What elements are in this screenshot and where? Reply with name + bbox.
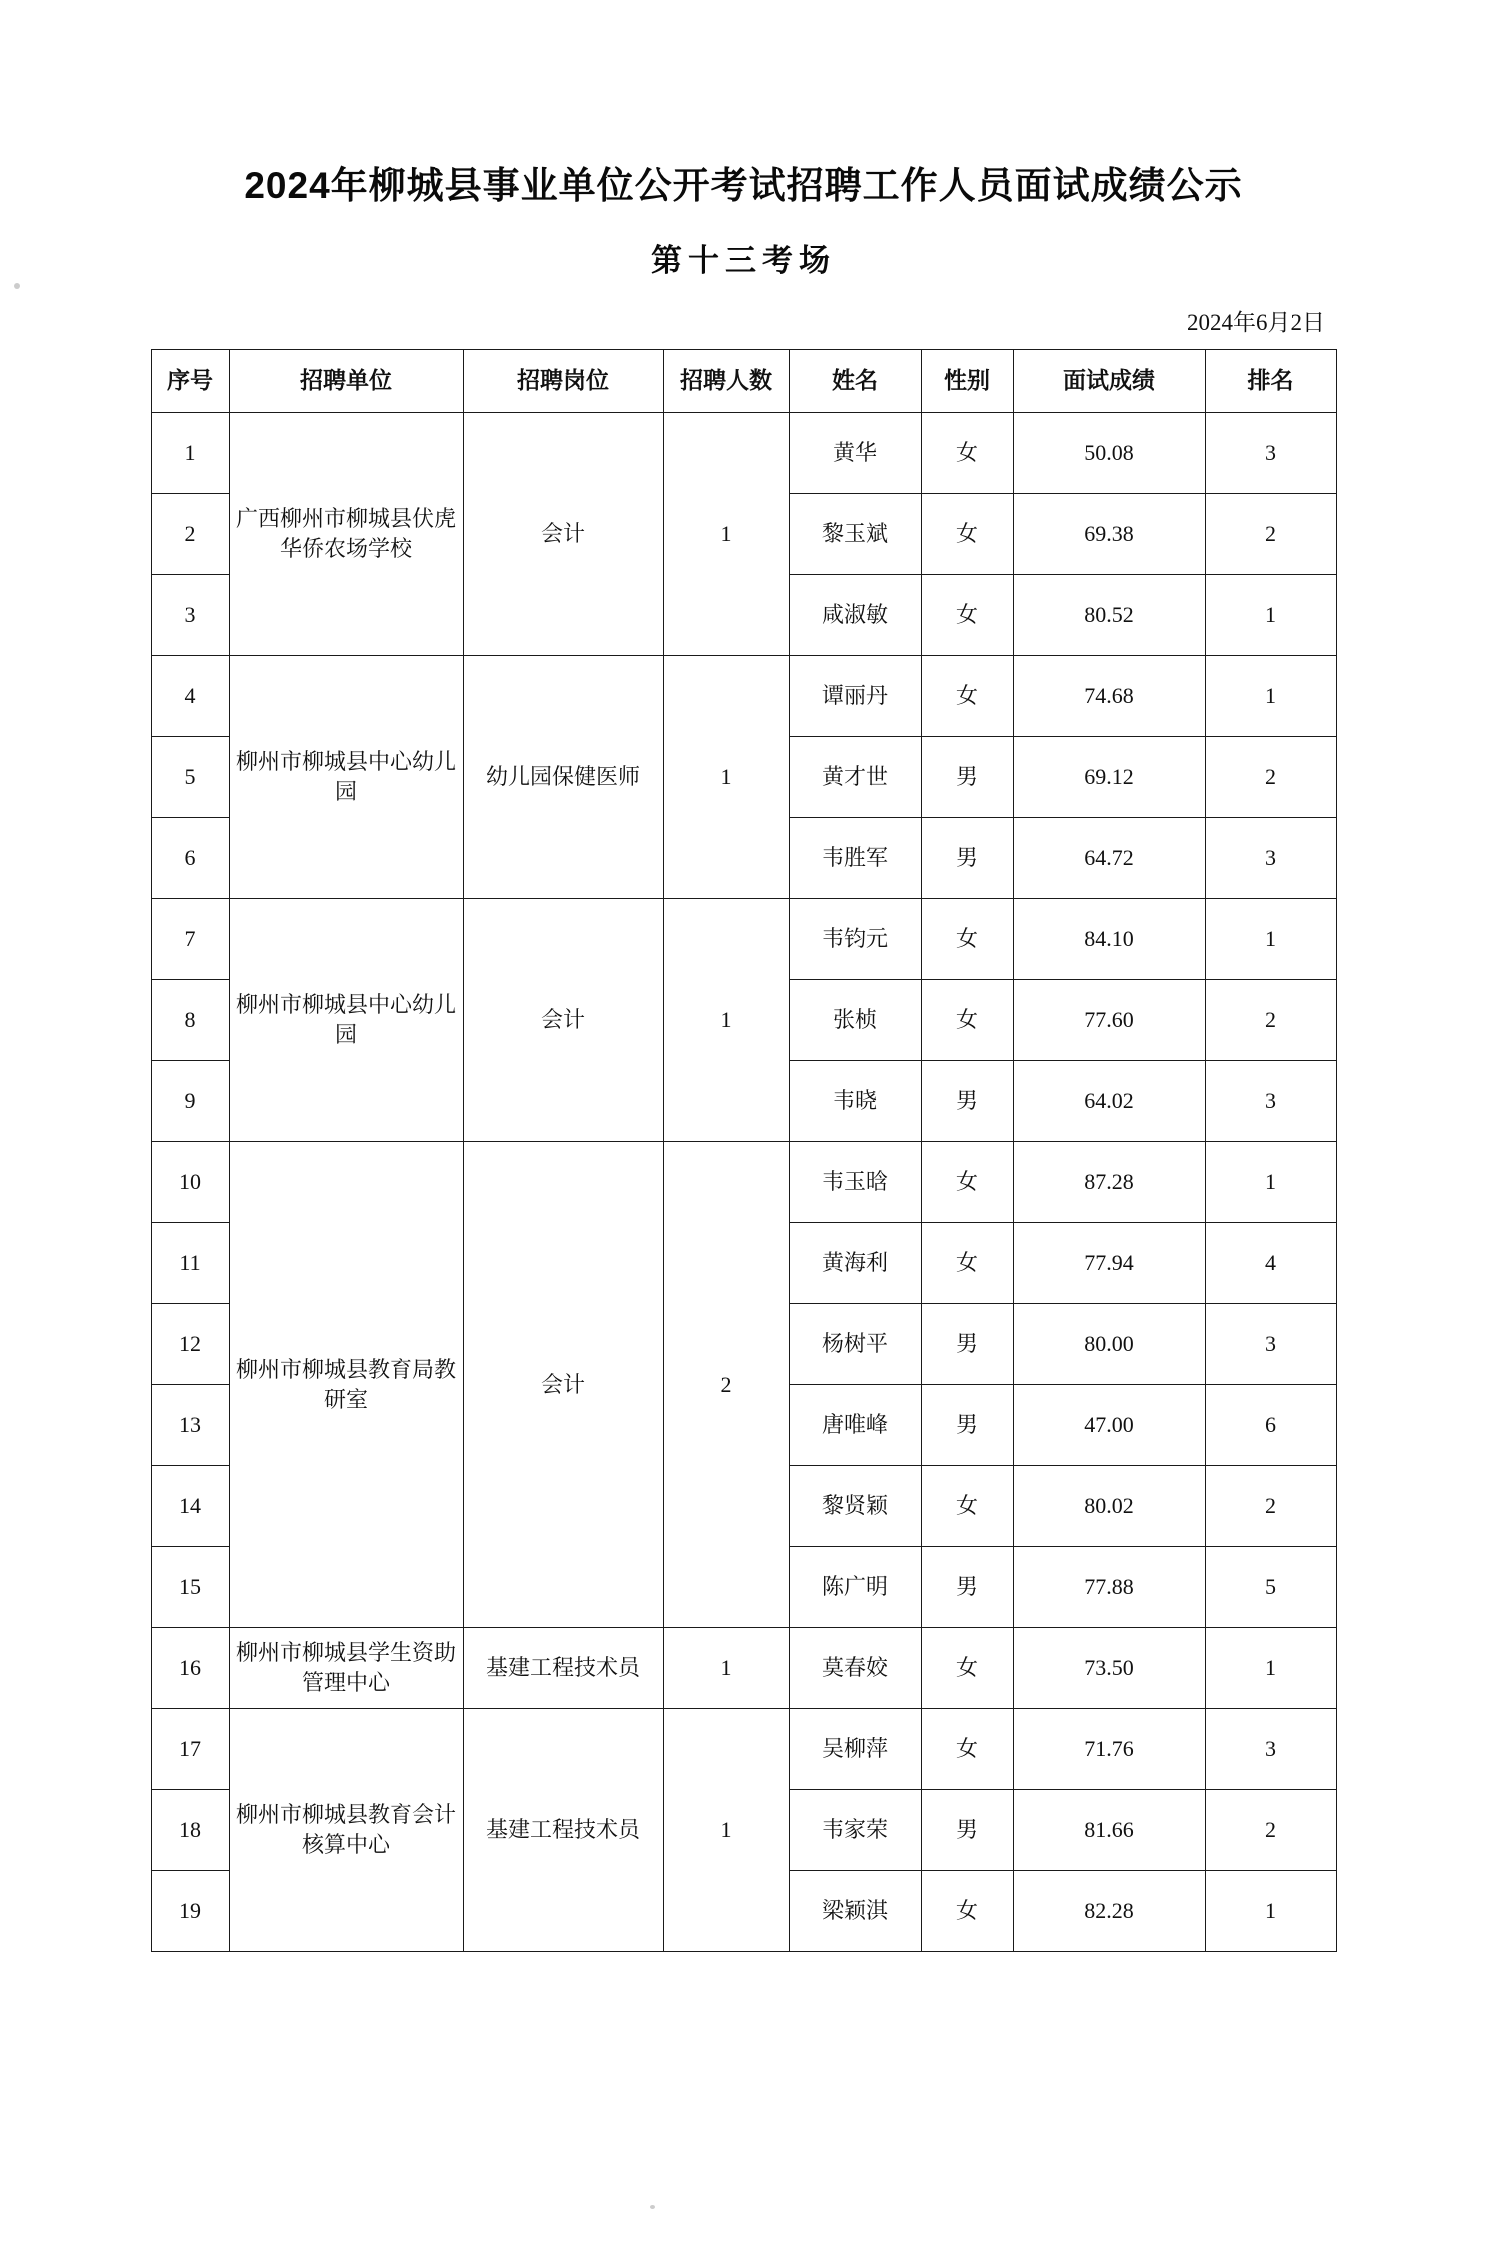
cell-rank: 5 [1205, 1547, 1336, 1628]
cell-name: 陈广明 [789, 1547, 921, 1628]
cell-sex: 男 [921, 818, 1013, 899]
cell-index: 4 [151, 656, 229, 737]
cell-name: 谭丽丹 [789, 656, 921, 737]
cell-rank: 3 [1205, 1061, 1336, 1142]
cell-name: 黄海利 [789, 1223, 921, 1304]
table-row [151, 413, 1336, 494]
cell-count: 2 [663, 1142, 789, 1628]
cell-rank: 4 [1205, 1223, 1336, 1304]
cell-index: 6 [151, 818, 229, 899]
cell-post: 基建工程技术员 [463, 1628, 663, 1709]
cell-score: 77.88 [1013, 1547, 1205, 1628]
cell-score: 80.02 [1013, 1466, 1205, 1547]
cell-rank: 1 [1205, 899, 1336, 980]
document-date: 2024年6月2日 [1187, 310, 1325, 335]
cell-index: 8 [151, 980, 229, 1061]
cell-rank: 2 [1205, 980, 1336, 1061]
cell-score: 74.68 [1013, 656, 1205, 737]
cell-score: 64.72 [1013, 818, 1205, 899]
cell-name: 吴柳萍 [789, 1709, 921, 1790]
cell-rank: 3 [1205, 1304, 1336, 1385]
cell-name: 梁颖淇 [789, 1871, 921, 1952]
cell-score: 77.94 [1013, 1223, 1205, 1304]
cell-score: 77.60 [1013, 980, 1205, 1061]
cell-rank: 6 [1205, 1385, 1336, 1466]
cell-name: 韦晓 [789, 1061, 921, 1142]
cell-score: 82.28 [1013, 1871, 1205, 1952]
cell-index: 7 [151, 899, 229, 980]
cell-count: 1 [663, 899, 789, 1142]
cell-sex: 女 [921, 494, 1013, 575]
cell-count: 1 [663, 656, 789, 899]
cell-index: 17 [151, 1709, 229, 1790]
cell-index: 15 [151, 1547, 229, 1628]
cell-index: 9 [151, 1061, 229, 1142]
cell-sex: 男 [921, 1061, 1013, 1142]
cell-rank: 3 [1205, 818, 1336, 899]
cell-unit: 柳州市柳城县教育会计核算中心 [229, 1709, 463, 1952]
cell-name: 张桢 [789, 980, 921, 1061]
cell-index: 16 [151, 1628, 229, 1709]
cell-count: 1 [663, 413, 789, 656]
cell-name: 杨树平 [789, 1304, 921, 1385]
cell-name: 韦钧元 [789, 899, 921, 980]
cell-name: 黄华 [789, 413, 921, 494]
cell-index: 11 [151, 1223, 229, 1304]
cell-score: 64.02 [1013, 1061, 1205, 1142]
cell-rank: 1 [1205, 1142, 1336, 1223]
cell-rank: 3 [1205, 1709, 1336, 1790]
cell-index: 19 [151, 1871, 229, 1952]
column-header-rank: 排名 [1205, 350, 1336, 413]
cell-sex: 女 [921, 980, 1013, 1061]
cell-count: 1 [663, 1709, 789, 1952]
cell-index: 1 [151, 413, 229, 494]
page-title: 2024年柳城县事业单位公开考试招聘工作人员面试成绩公示 [244, 165, 1243, 206]
cell-index: 12 [151, 1304, 229, 1385]
cell-unit: 柳州市柳城县中心幼儿园 [229, 899, 463, 1142]
cell-score: 87.28 [1013, 1142, 1205, 1223]
cell-index: 5 [151, 737, 229, 818]
cell-index: 14 [151, 1466, 229, 1547]
cell-name: 咸淑敏 [789, 575, 921, 656]
cell-unit: 柳州市柳城县学生资助管理中心 [229, 1628, 463, 1709]
cell-score: 69.38 [1013, 494, 1205, 575]
cell-rank: 1 [1205, 575, 1336, 656]
cell-sex: 男 [921, 1304, 1013, 1385]
column-header-name: 姓名 [789, 350, 921, 413]
cell-score: 71.76 [1013, 1709, 1205, 1790]
cell-count: 1 [663, 1628, 789, 1709]
cell-index: 3 [151, 575, 229, 656]
cell-rank: 1 [1205, 656, 1336, 737]
results-table-wrapper [0, 349, 1487, 1952]
table-row [151, 1709, 1336, 1790]
cell-sex: 女 [921, 656, 1013, 737]
table-row [151, 1628, 1336, 1709]
cell-unit: 柳州市柳城县中心幼儿园 [229, 656, 463, 899]
column-header-post: 招聘岗位 [463, 350, 663, 413]
cell-sex: 男 [921, 737, 1013, 818]
cell-index: 13 [151, 1385, 229, 1466]
cell-name: 莫春姣 [789, 1628, 921, 1709]
cell-score: 84.10 [1013, 899, 1205, 980]
cell-name: 韦玉晗 [789, 1142, 921, 1223]
cell-sex: 女 [921, 413, 1013, 494]
cell-sex: 男 [921, 1790, 1013, 1871]
cell-post: 幼儿园保健医师 [463, 656, 663, 899]
cell-rank: 2 [1205, 1790, 1336, 1871]
column-header-index: 序号 [151, 350, 229, 413]
cell-post: 会计 [463, 899, 663, 1142]
page-subtitle: 第十三考场 [651, 243, 836, 278]
cell-name: 韦胜军 [789, 818, 921, 899]
cell-sex: 女 [921, 1709, 1013, 1790]
cell-index: 2 [151, 494, 229, 575]
cell-sex: 男 [921, 1385, 1013, 1466]
table-header-row [151, 350, 1336, 413]
table-row [151, 899, 1336, 980]
cell-name: 黄才世 [789, 737, 921, 818]
cell-post: 基建工程技术员 [463, 1709, 663, 1952]
cell-score: 80.52 [1013, 575, 1205, 656]
cell-sex: 女 [921, 1142, 1013, 1223]
cell-rank: 2 [1205, 1466, 1336, 1547]
cell-post: 会计 [463, 413, 663, 656]
document-page [0, 155, 1487, 2257]
scan-speck [14, 283, 20, 289]
cell-name: 黎玉斌 [789, 494, 921, 575]
table-body [151, 413, 1336, 1952]
cell-rank: 3 [1205, 413, 1336, 494]
cell-sex: 女 [921, 899, 1013, 980]
cell-name: 唐唯峰 [789, 1385, 921, 1466]
cell-index: 18 [151, 1790, 229, 1871]
column-header-sex: 性别 [921, 350, 1013, 413]
results-table [151, 349, 1337, 1952]
cell-score: 47.00 [1013, 1385, 1205, 1466]
column-header-unit: 招聘单位 [229, 350, 463, 413]
cell-rank: 1 [1205, 1628, 1336, 1709]
cell-unit: 广西柳州市柳城县伏虎华侨农场学校 [229, 413, 463, 656]
cell-score: 81.66 [1013, 1790, 1205, 1871]
scan-speck [650, 2205, 655, 2209]
cell-sex: 女 [921, 1466, 1013, 1547]
cell-name: 韦家荣 [789, 1790, 921, 1871]
column-header-score: 面试成绩 [1013, 350, 1205, 413]
table-row [151, 1142, 1336, 1223]
table-row [151, 656, 1336, 737]
cell-sex: 女 [921, 1628, 1013, 1709]
cell-score: 80.00 [1013, 1304, 1205, 1385]
cell-rank: 1 [1205, 1871, 1336, 1952]
cell-index: 10 [151, 1142, 229, 1223]
cell-score: 69.12 [1013, 737, 1205, 818]
cell-rank: 2 [1205, 494, 1336, 575]
cell-rank: 2 [1205, 737, 1336, 818]
cell-name: 黎贤颖 [789, 1466, 921, 1547]
column-header-count: 招聘人数 [663, 350, 789, 413]
cell-score: 73.50 [1013, 1628, 1205, 1709]
cell-sex: 女 [921, 575, 1013, 656]
cell-unit: 柳州市柳城县教育局教研室 [229, 1142, 463, 1628]
cell-sex: 男 [921, 1547, 1013, 1628]
cell-score: 50.08 [1013, 413, 1205, 494]
cell-sex: 女 [921, 1223, 1013, 1304]
cell-post: 会计 [463, 1142, 663, 1628]
cell-sex: 女 [921, 1871, 1013, 1952]
